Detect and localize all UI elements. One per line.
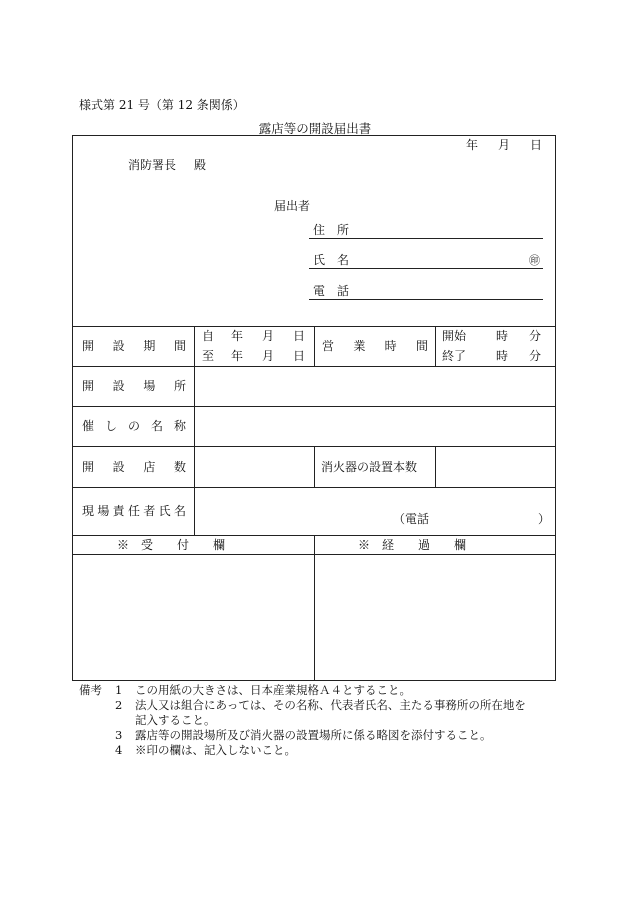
label-char: 間 bbox=[173, 339, 186, 353]
hours-start: 開始 bbox=[442, 329, 467, 343]
label-char: 設 bbox=[112, 339, 125, 353]
count-divider bbox=[314, 446, 315, 487]
label-char: 時 bbox=[384, 339, 397, 353]
name-line[interactable] bbox=[309, 268, 543, 269]
address-label: 住 所 bbox=[313, 223, 350, 237]
label-char: 開 bbox=[82, 339, 95, 353]
manager-phone-open: （電話 bbox=[393, 512, 430, 526]
period-from: 自 bbox=[202, 329, 215, 343]
extinguisher-label: 消火器の設置本数 bbox=[321, 460, 418, 474]
form-number: 様式第 21 号（第 12 条関係） bbox=[79, 98, 245, 112]
note-item bbox=[115, 713, 526, 728]
manager-phone-close: ） bbox=[538, 512, 551, 526]
note-text: ※印の欄は、記入しないこと。 bbox=[135, 743, 296, 757]
date-day: 日 bbox=[530, 138, 543, 152]
label-column-divider bbox=[194, 326, 195, 535]
store-count-label bbox=[82, 460, 186, 474]
note-number: 2 bbox=[115, 698, 123, 712]
note-text: この用紙の大きさは、日本産業規格Ａ４とすること。 bbox=[135, 683, 411, 697]
period-divider bbox=[314, 326, 315, 366]
note-item bbox=[115, 728, 526, 743]
label-char: 責 bbox=[112, 504, 125, 518]
reception-label: ※ 受 付 欄 bbox=[117, 538, 226, 552]
note-item bbox=[115, 743, 526, 758]
label-char: 所 bbox=[173, 379, 186, 393]
label-char: 営 bbox=[322, 339, 335, 353]
notifier-label: 届出者 bbox=[274, 199, 311, 213]
note-number: 3 bbox=[115, 728, 123, 742]
note-number: 4 bbox=[115, 743, 123, 757]
name-label: 氏 名 bbox=[313, 253, 350, 267]
row-divider bbox=[73, 487, 555, 488]
hours-end: 終了 bbox=[442, 349, 467, 363]
label-char: 間 bbox=[415, 339, 428, 353]
period-to-day: 日 bbox=[293, 349, 306, 363]
label-char: 者 bbox=[143, 504, 156, 518]
period-to-month: 月 bbox=[262, 349, 275, 363]
label-char: 現 bbox=[82, 504, 95, 518]
label-char: の bbox=[127, 419, 140, 433]
period-label bbox=[82, 339, 186, 353]
date-month: 月 bbox=[498, 138, 511, 152]
notes-list bbox=[115, 683, 526, 758]
label-char: 氏 bbox=[158, 504, 171, 518]
phone-label: 電 話 bbox=[313, 284, 350, 298]
business-hours-label bbox=[322, 339, 428, 353]
row-divider bbox=[73, 366, 555, 367]
phone-line[interactable] bbox=[309, 299, 543, 300]
date-year: 年 bbox=[466, 138, 479, 152]
location-label bbox=[82, 379, 186, 393]
form-title: 露店等の開設届出書 bbox=[258, 121, 372, 136]
period-to-year: 年 bbox=[231, 349, 244, 363]
hours-end-minute: 分 bbox=[529, 349, 542, 363]
note-text: 法人又は組合にあっては、その名称、代表者氏名、主たる事務所の所在地を bbox=[135, 698, 526, 712]
office-use-divider bbox=[314, 535, 315, 680]
label-char: 任 bbox=[127, 504, 140, 518]
label-char: 期 bbox=[143, 339, 156, 353]
note-number bbox=[115, 713, 135, 728]
hours-divider bbox=[435, 326, 436, 366]
label-char: 店 bbox=[143, 460, 156, 474]
event-name-label bbox=[82, 419, 186, 433]
label-char: 数 bbox=[173, 460, 186, 474]
label-char: し bbox=[104, 419, 117, 433]
label-char: 開 bbox=[82, 379, 95, 393]
period-from-day: 日 bbox=[293, 329, 306, 343]
note-item bbox=[115, 698, 526, 713]
form-frame bbox=[72, 135, 556, 681]
label-char: 開 bbox=[82, 460, 95, 474]
label-char: 催 bbox=[82, 419, 95, 433]
note-number: 1 bbox=[115, 683, 123, 697]
label-char: 場 bbox=[143, 379, 156, 393]
note-text: 記入すること。 bbox=[135, 713, 216, 727]
label-char: 設 bbox=[112, 460, 125, 474]
label-char: 名 bbox=[173, 504, 186, 518]
addressee-name: 消防署長 bbox=[128, 158, 177, 172]
label-char: 業 bbox=[353, 339, 366, 353]
addressee-honorific: 殿 bbox=[194, 158, 207, 172]
hours-start-minute: 分 bbox=[529, 329, 542, 343]
period-to: 至 bbox=[202, 349, 215, 363]
hours-end-hour: 時 bbox=[496, 349, 509, 363]
hours-start-hour: 時 bbox=[496, 329, 509, 343]
period-from-year: 年 bbox=[231, 329, 244, 343]
address-line[interactable] bbox=[309, 238, 543, 239]
label-char: 名 bbox=[150, 419, 163, 433]
manager-label bbox=[82, 504, 186, 518]
label-char: 称 bbox=[173, 419, 186, 433]
label-char: 場 bbox=[97, 504, 110, 518]
extinguisher-divider bbox=[435, 446, 436, 487]
note-text: 露店等の開設場所及び消火器の設置場所に係る略図を添付すること。 bbox=[135, 728, 492, 742]
period-from-month: 月 bbox=[262, 329, 275, 343]
seal-mark: ㊞ bbox=[529, 254, 540, 267]
note-item bbox=[115, 683, 526, 698]
notes-heading: 備考 bbox=[79, 683, 102, 697]
label-char: 設 bbox=[112, 379, 125, 393]
progress-label: ※ 経 過 欄 bbox=[358, 538, 467, 552]
row-divider bbox=[73, 406, 555, 407]
